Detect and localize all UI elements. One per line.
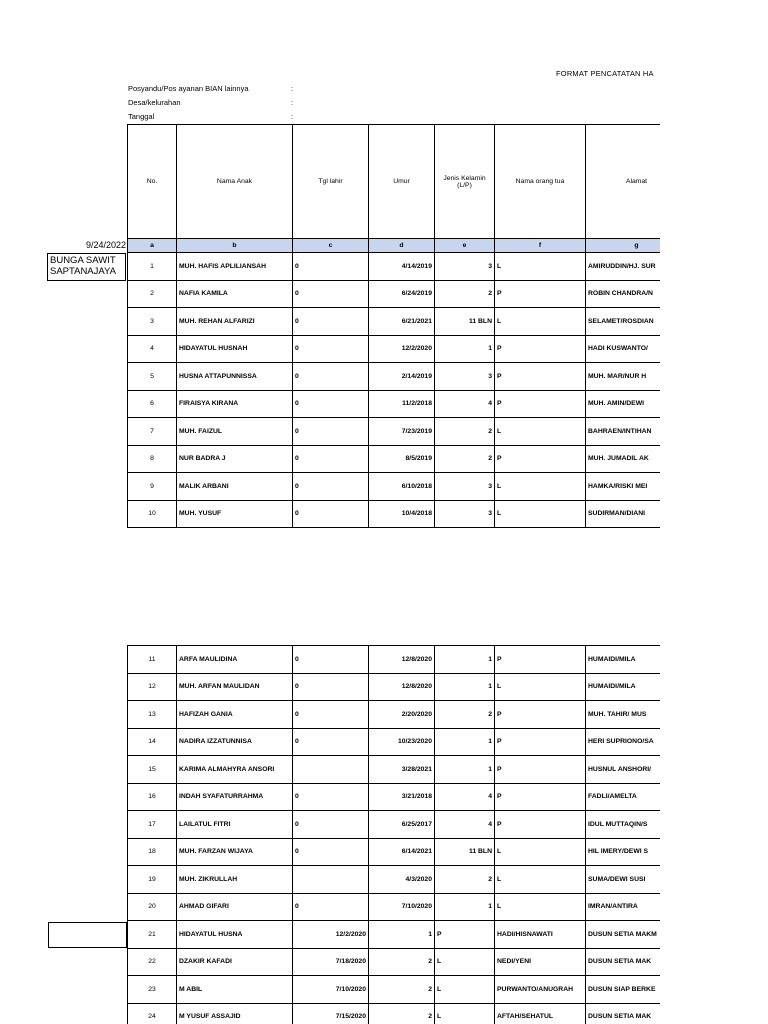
cell-no: 22 <box>128 948 177 976</box>
letter-b: b <box>177 239 293 253</box>
cell-nama-anak: AHMAD GIFARI <box>177 893 293 921</box>
cell-umur: 8/5/2019 <box>369 445 435 473</box>
cell-umur: 11/2/2018 <box>369 390 435 418</box>
meta-label-tanggal: Tanggal <box>128 112 155 121</box>
cell-nama-orang-tua: L <box>495 308 586 336</box>
cell-nama-anak: NADIRA IZZATUNNISA <box>177 728 293 756</box>
table-row <box>128 390 661 418</box>
cell-tgl-lahir: 7/18/2020 <box>293 948 369 976</box>
cell-nama-orang-tua: L <box>495 893 586 921</box>
cell-alamat: MUH. AMIN/DEWI <box>586 390 661 418</box>
cell-nama-anak: MUH. YUSUF <box>177 500 293 528</box>
table-row <box>128 811 661 839</box>
cell-nama-anak: ARFA MAULIDINA <box>177 646 293 674</box>
letter-e: e <box>435 239 495 253</box>
top-table-wrap <box>127 124 660 528</box>
cell-no: 19 <box>128 866 177 894</box>
header-alamat: Alamat <box>586 125 661 239</box>
cell-nama-anak: KARIMA ALMAHYRA ANSORI <box>177 756 293 784</box>
cell-nama-anak: MUH. ZIKRULLAH <box>177 866 293 894</box>
cell-jenis-kelamin: 4 <box>435 390 495 418</box>
cell-alamat: FADLI/AMELTA <box>586 783 661 811</box>
cell-umur: 4/14/2019 <box>369 253 435 281</box>
header-tgl-lahir: Tgl lahir <box>293 125 369 239</box>
cell-umur: 12/8/2020 <box>369 646 435 674</box>
cell-no: 5 <box>128 363 177 391</box>
cell-umur: 6/24/2019 <box>369 280 435 308</box>
cell-jenis-kelamin: L <box>435 948 495 976</box>
cell-umur: 2/14/2019 <box>369 363 435 391</box>
table-row <box>128 445 661 473</box>
cell-jenis-kelamin: 11 BLN <box>435 838 495 866</box>
empty-outside-cell <box>48 922 127 948</box>
cell-umur: 2/20/2020 <box>369 701 435 729</box>
header-nama-orang-tua: Nama orang tua <box>495 125 586 239</box>
cell-alamat: IDUL MUTTAQIN/S <box>586 811 661 839</box>
cell-no: 10 <box>128 500 177 528</box>
cell-nama-orang-tua: L <box>495 418 586 446</box>
cell-tgl-lahir: 0 <box>293 673 369 701</box>
cell-no: 8 <box>128 445 177 473</box>
cell-nama-anak: MUH. HAFIS APLILIANSAH <box>177 253 293 281</box>
cell-no: 18 <box>128 838 177 866</box>
cell-alamat: ROBIN CHANDRA/N <box>586 280 661 308</box>
cell-alamat: HUMAIDI/MILA <box>586 646 661 674</box>
cell-nama-anak: HIDAYATUL HUSNA <box>177 921 293 949</box>
cell-alamat: BAHRAEN/INTIHAN <box>586 418 661 446</box>
table-row <box>128 756 661 784</box>
cell-jenis-kelamin: 2 <box>435 418 495 446</box>
cell-jenis-kelamin: 2 <box>435 445 495 473</box>
table-row <box>128 838 661 866</box>
cell-alamat: DUSUN SIAP BERKE <box>586 976 661 1004</box>
cell-tgl-lahir: 0 <box>293 893 369 921</box>
cell-tgl-lahir: 0 <box>293 838 369 866</box>
table-row <box>128 418 661 446</box>
cell-tgl-lahir <box>293 756 369 784</box>
cell-jenis-kelamin: 1 <box>435 673 495 701</box>
cell-nama-orang-tua: P <box>495 728 586 756</box>
cell-umur: 7/10/2020 <box>369 893 435 921</box>
meta-colon: : <box>291 112 294 121</box>
cell-no: 6 <box>128 390 177 418</box>
cell-nama-anak: DZAKIR KAFADI <box>177 948 293 976</box>
table-row <box>128 363 661 391</box>
cell-no: 23 <box>128 976 177 1004</box>
cell-alamat: AMIRUDDIN/HJ. SUR <box>586 253 661 281</box>
cell-nama-anak: MUH. FARZAN WIJAYA <box>177 838 293 866</box>
cell-tgl-lahir: 0 <box>293 280 369 308</box>
table-row <box>128 728 661 756</box>
cell-no: 20 <box>128 893 177 921</box>
table-row <box>128 948 661 976</box>
cell-tgl-lahir: 0 <box>293 473 369 501</box>
page-title: FORMAT PENCATATAN HA <box>556 69 654 78</box>
cell-nama-anak: NUR BADRA J <box>177 445 293 473</box>
outside-note-cell: BUNGA SAWIT SAPTANAJAYA <box>47 253 126 281</box>
cell-tgl-lahir: 0 <box>293 390 369 418</box>
cell-jenis-kelamin: 11 BLN <box>435 308 495 336</box>
cell-no: 1 <box>128 253 177 281</box>
cell-nama-anak: MUH. REHAN ALFARIZI <box>177 308 293 336</box>
cell-no: 21 <box>128 921 177 949</box>
table-row <box>128 866 661 894</box>
cell-umur: 1 <box>369 921 435 949</box>
cell-nama-orang-tua: HADI/HISNAWATI <box>495 921 586 949</box>
cell-nama-orang-tua: P <box>495 783 586 811</box>
meta-label-posyandu: Posyandu/Pos ayanan BIAN lainnya <box>128 84 249 93</box>
cell-nama-orang-tua: L <box>495 253 586 281</box>
cell-nama-orang-tua: L <box>495 473 586 501</box>
cell-alamat: SUDIRMAN/DIANI <box>586 500 661 528</box>
cell-tgl-lahir: 7/15/2020 <box>293 1003 369 1024</box>
table-row <box>128 308 661 336</box>
outside-date-cell: 9/24/2022 <box>85 240 126 250</box>
cell-jenis-kelamin: 2 <box>435 866 495 894</box>
cell-no: 13 <box>128 701 177 729</box>
cell-nama-orang-tua: P <box>495 280 586 308</box>
cell-no: 3 <box>128 308 177 336</box>
cell-tgl-lahir: 0 <box>293 728 369 756</box>
cell-tgl-lahir: 0 <box>293 445 369 473</box>
meta-colon: : <box>291 84 294 93</box>
cell-no: 14 <box>128 728 177 756</box>
cell-nama-orang-tua: P <box>495 646 586 674</box>
cell-no: 2 <box>128 280 177 308</box>
cell-jenis-kelamin: 2 <box>435 701 495 729</box>
cell-nama-orang-tua: PURWANTO/ANUGRAH <box>495 976 586 1004</box>
cell-tgl-lahir <box>293 866 369 894</box>
cell-jenis-kelamin: 1 <box>435 756 495 784</box>
letter-a: a <box>128 239 177 253</box>
cell-alamat: HUSNUL ANSHORI/ <box>586 756 661 784</box>
cell-alamat: IMRAN/ANTIRA <box>586 893 661 921</box>
cell-umur: 10/23/2020 <box>369 728 435 756</box>
cell-umur: 2 <box>369 1003 435 1024</box>
cell-nama-orang-tua: P <box>495 756 586 784</box>
cell-umur: 6/21/2021 <box>369 308 435 336</box>
cell-tgl-lahir: 0 <box>293 418 369 446</box>
cell-nama-anak: INDAH SYAFATURRAHMA <box>177 783 293 811</box>
cell-nama-anak: MUH. ARFAN MAULIDAN <box>177 673 293 701</box>
table-row <box>128 473 661 501</box>
cell-alamat: HAMKA/RISKI MEI <box>586 473 661 501</box>
table-row <box>128 701 661 729</box>
letter-c: c <box>293 239 369 253</box>
cell-nama-anak: M YUSUF ASSAJID <box>177 1003 293 1024</box>
cell-nama-anak: HUSNA ATTAPUNNISSA <box>177 363 293 391</box>
cell-jenis-kelamin: 3 <box>435 500 495 528</box>
cell-alamat: HADI KUSWANTO/ <box>586 335 661 363</box>
cell-nama-orang-tua: P <box>495 701 586 729</box>
header-no: No. <box>128 125 177 239</box>
header-umur: Umur <box>369 125 435 239</box>
cell-jenis-kelamin: L <box>435 976 495 1004</box>
cell-nama-orang-tua: P <box>495 335 586 363</box>
table-row <box>128 921 661 949</box>
cell-jenis-kelamin: 4 <box>435 783 495 811</box>
cell-tgl-lahir: 0 <box>293 253 369 281</box>
registration-table-top <box>127 124 660 528</box>
cell-nama-orang-tua: L <box>495 838 586 866</box>
cell-alamat: DUSUN SETIA MAK <box>586 1003 661 1024</box>
cell-tgl-lahir: 0 <box>293 335 369 363</box>
cell-jenis-kelamin: 2 <box>435 280 495 308</box>
cell-nama-orang-tua: L <box>495 500 586 528</box>
letter-d: d <box>369 239 435 253</box>
cell-nama-orang-tua: AFTAH/SEHATUL <box>495 1003 586 1024</box>
cell-alamat: SELAMET/ROSDIAN <box>586 308 661 336</box>
cell-tgl-lahir: 0 <box>293 701 369 729</box>
cell-alamat: HERI SUPRIONO/SA <box>586 728 661 756</box>
cell-jenis-kelamin: P <box>435 921 495 949</box>
letter-g: g <box>586 239 661 253</box>
cell-jenis-kelamin: 3 <box>435 473 495 501</box>
cell-tgl-lahir: 0 <box>293 363 369 391</box>
cell-no: 4 <box>128 335 177 363</box>
cell-nama-orang-tua: P <box>495 390 586 418</box>
cell-alamat: HUMAIDI/MILA <box>586 673 661 701</box>
cell-tgl-lahir: 0 <box>293 646 369 674</box>
cell-alamat: DUSUN SETIA MAKM <box>586 921 661 949</box>
table-row <box>128 893 661 921</box>
cell-tgl-lahir: 0 <box>293 308 369 336</box>
header-jenis-kelamin: Jenis Kelamin (L/P) <box>435 125 495 239</box>
meta-colon: : <box>291 98 294 107</box>
cell-umur: 2 <box>369 976 435 1004</box>
cell-nama-orang-tua: P <box>495 445 586 473</box>
cell-jenis-kelamin: 3 <box>435 363 495 391</box>
table-row <box>128 783 661 811</box>
cell-umur: 3/21/2018 <box>369 783 435 811</box>
cell-alamat: SUMA/DEWI SUSI <box>586 866 661 894</box>
cell-jenis-kelamin: 4 <box>435 811 495 839</box>
cell-no: 7 <box>128 418 177 446</box>
cell-alamat: MUH. JUMADIL AK <box>586 445 661 473</box>
cell-umur: 7/23/2019 <box>369 418 435 446</box>
table-row <box>128 500 661 528</box>
cell-alamat: HIL IMERY/DEWI S <box>586 838 661 866</box>
table-row <box>128 280 661 308</box>
cell-umur: 12/8/2020 <box>369 673 435 701</box>
cell-tgl-lahir: 0 <box>293 783 369 811</box>
cell-no: 17 <box>128 811 177 839</box>
table-row <box>128 1003 661 1024</box>
cell-alamat: MUH. TAHIR/ MUS <box>586 701 661 729</box>
table-row <box>128 646 661 674</box>
cell-nama-anak: NAFIA KAMILA <box>177 280 293 308</box>
cell-no: 24 <box>128 1003 177 1024</box>
cell-no: 11 <box>128 646 177 674</box>
cell-umur: 6/14/2021 <box>369 838 435 866</box>
table-row <box>128 673 661 701</box>
cell-umur: 4/3/2020 <box>369 866 435 894</box>
cell-umur: 3/28/2021 <box>369 756 435 784</box>
cell-tgl-lahir: 0 <box>293 500 369 528</box>
bottom-table-wrap <box>127 645 660 1024</box>
registration-table-bottom <box>127 645 660 1024</box>
cell-jenis-kelamin: L <box>435 1003 495 1024</box>
cell-tgl-lahir: 7/10/2020 <box>293 976 369 1004</box>
cell-umur: 6/25/2017 <box>369 811 435 839</box>
cell-no: 16 <box>128 783 177 811</box>
cell-nama-anak: HAFIZAH GANIA <box>177 701 293 729</box>
cell-no: 15 <box>128 756 177 784</box>
cell-nama-orang-tua: P <box>495 363 586 391</box>
header-nama-anak: Nama Anak <box>177 125 293 239</box>
cell-umur: 6/10/2018 <box>369 473 435 501</box>
cell-nama-orang-tua: NEDI/YENI <box>495 948 586 976</box>
cell-jenis-kelamin: 1 <box>435 728 495 756</box>
cell-nama-anak: LAILATUL FITRI <box>177 811 293 839</box>
cell-jenis-kelamin: 1 <box>435 893 495 921</box>
cell-alamat: MUH. MAR/NUR H <box>586 363 661 391</box>
table-row <box>128 976 661 1004</box>
cell-umur: 12/2/2020 <box>369 335 435 363</box>
cell-jenis-kelamin: 1 <box>435 335 495 363</box>
cell-nama-orang-tua: P <box>495 811 586 839</box>
letter-f: f <box>495 239 586 253</box>
table-row <box>128 253 661 281</box>
cell-umur: 10/4/2018 <box>369 500 435 528</box>
cell-alamat: DUSUN SETIA MAK <box>586 948 661 976</box>
cell-tgl-lahir: 12/2/2020 <box>293 921 369 949</box>
cell-tgl-lahir: 0 <box>293 811 369 839</box>
cell-no: 9 <box>128 473 177 501</box>
cell-nama-anak: MALIK ARBANI <box>177 473 293 501</box>
cell-no: 12 <box>128 673 177 701</box>
cell-nama-anak: HIDAYATUL HUSNAH <box>177 335 293 363</box>
meta-label-desa: Desa/kelurahan <box>128 98 181 107</box>
cell-nama-anak: FIRAISYA KIRANA <box>177 390 293 418</box>
cell-nama-orang-tua: L <box>495 866 586 894</box>
cell-nama-orang-tua: L <box>495 673 586 701</box>
cell-nama-anak: MUH. FAIZUL <box>177 418 293 446</box>
cell-jenis-kelamin: 1 <box>435 646 495 674</box>
table-row <box>128 335 661 363</box>
cell-nama-anak: M ABIL <box>177 976 293 1004</box>
cell-jenis-kelamin: 3 <box>435 253 495 281</box>
cell-umur: 2 <box>369 948 435 976</box>
